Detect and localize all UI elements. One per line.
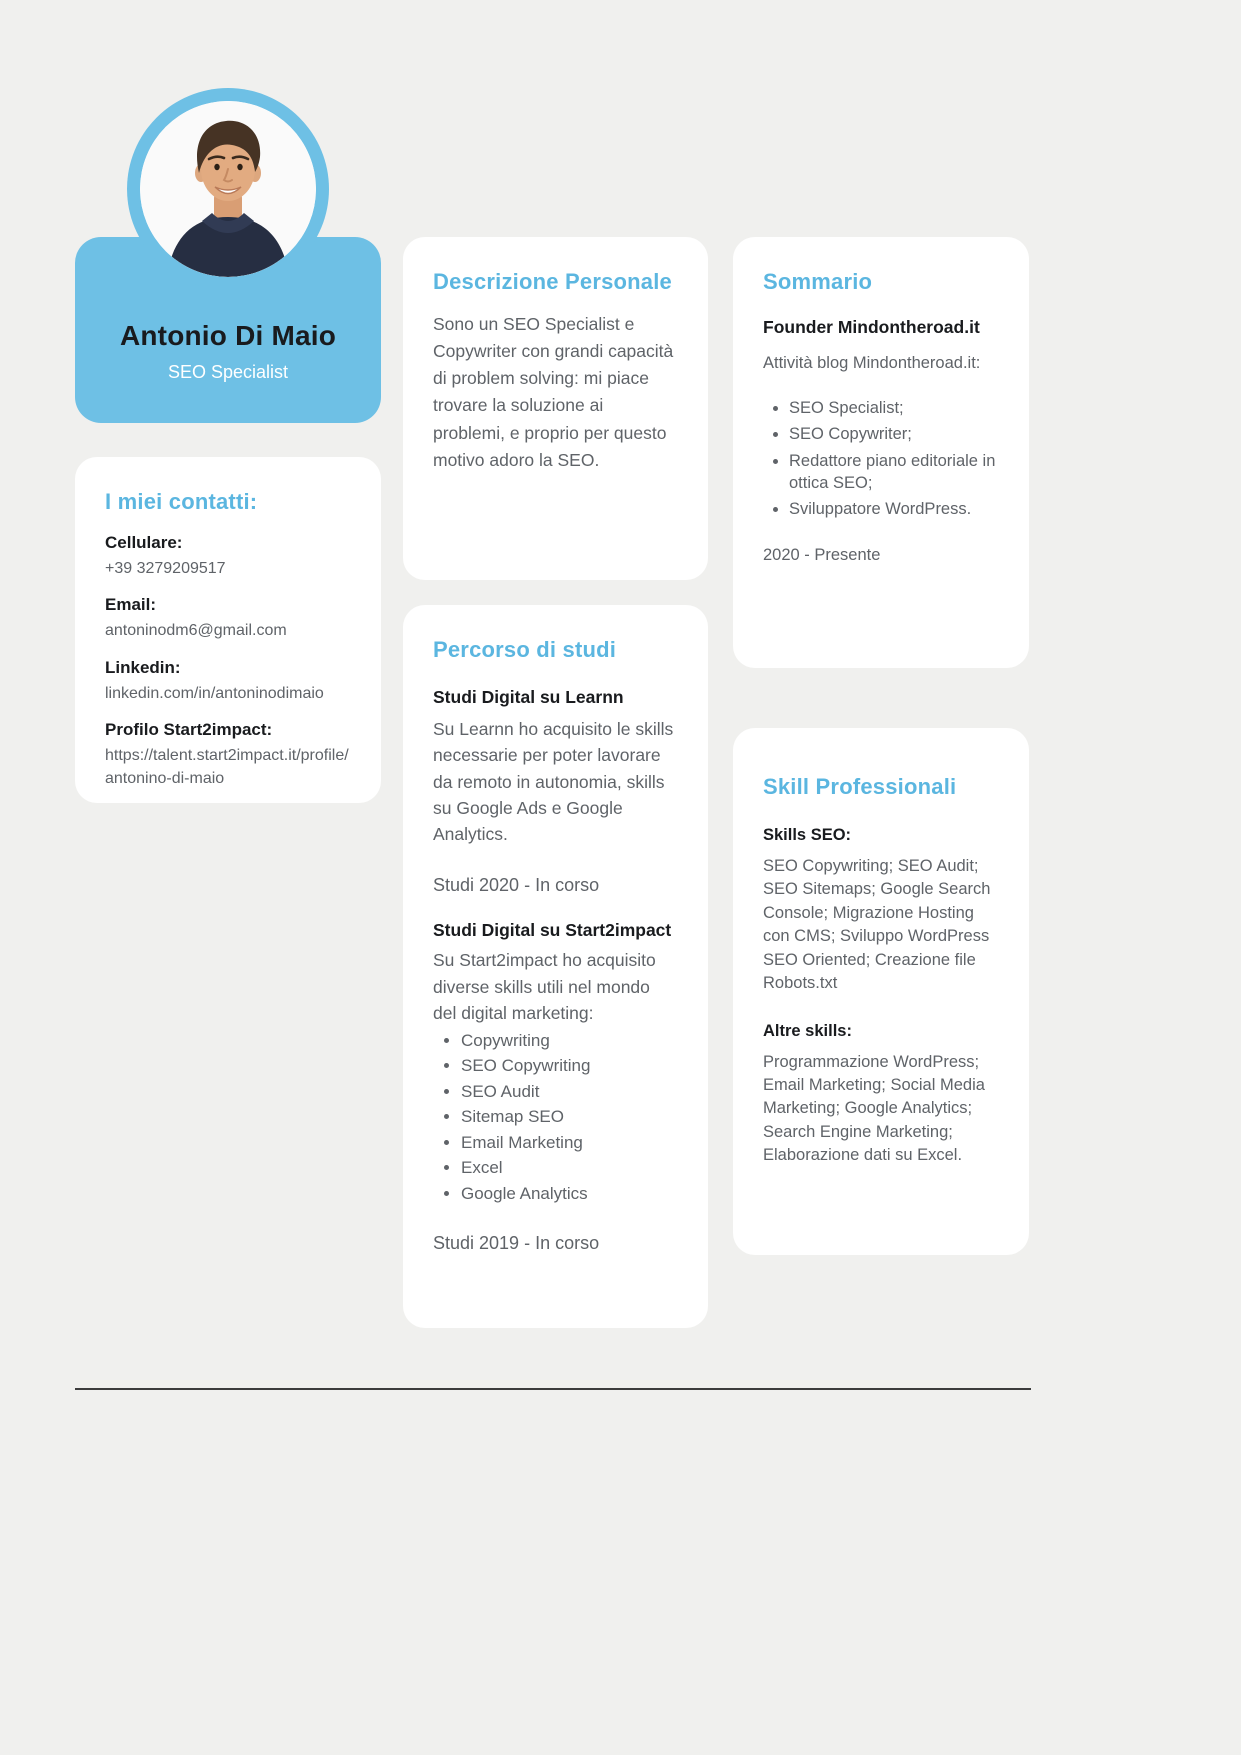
summary-activities-list (763, 397, 999, 520)
education-skills-list (433, 1030, 678, 1205)
personal-description-card (403, 237, 708, 580)
education-title: Percorso di studi (433, 637, 617, 662)
profile-photo-ring (127, 88, 329, 290)
footer-divider (75, 1388, 1031, 1390)
contact-label: Linkedin: (105, 657, 181, 677)
contact-value: https://talent.start2impact.it/profile/antonino-di-maio (105, 747, 349, 787)
skills-section-heading: Altre skills: (763, 1021, 852, 1040)
contacts-title: I miei contatti: (105, 489, 258, 514)
education-skill-item: • SEO Copywriting (461, 1055, 678, 1077)
summary-title: Sommario (763, 269, 873, 294)
education-entry-period: Studi 2019 - In corso (433, 1233, 600, 1254)
skills-section-body: SEO Copywriting; SEO Audit; SEO Sitemaps; Google Search Console; Migrazione Hosting con CMS; Sviluppo WordPress SEO Oriented; Creazione file Robots.txt (763, 857, 991, 993)
contact-item (105, 533, 351, 580)
contacts-card (75, 457, 381, 803)
education-skill-item: • Sitemap SEO (461, 1106, 678, 1128)
education-skill-item: • Email Marketing (461, 1132, 678, 1154)
profile-photo (140, 101, 316, 277)
education-entry-heading: Studi Digital su Learnn (433, 687, 624, 707)
skills-section-body: Programmazione WordPress; Email Marketing; Social Media Marketing; Google Analytics; Search Engine Marketing; Elaborazione dati su Excel. (763, 1052, 985, 1165)
contact-value: linkedin.com/in/antoninodimaio (105, 684, 324, 702)
education-entry-body: Su Start2impact ho acquisito diverse skills utili nel mondo del digital marketing: (433, 950, 656, 1023)
contact-value: +39 3279209517 (105, 560, 226, 577)
summary-subtitle: Attività blog Mindontheroad.it: (763, 354, 981, 372)
professional-skills-card (733, 728, 1029, 1255)
skills-title: Skill Professionali (763, 774, 957, 799)
summary-card (733, 237, 1029, 668)
contact-label: Cellulare: (105, 533, 183, 552)
summary-activity-item: • Redattore piano editoriale in ottica SEO; (789, 450, 999, 495)
contact-label: Email: (105, 595, 157, 615)
description-title: Descrizione Personale (433, 269, 672, 294)
skills-section-heading: Skills SEO: (763, 826, 852, 844)
education-skill-item: • Excel (461, 1157, 678, 1179)
summary-activity-item: • SEO Specialist; (789, 397, 999, 419)
summary-activity-item: • SEO Copywriter; (789, 423, 999, 445)
education-skill-item: • Google Analytics (461, 1183, 678, 1205)
summary-period: 2020 - Presente (763, 546, 881, 565)
education-entry-body: Su Learnn ho acquisito le skills necessarie per poter lavorare da remoto in autonomia, skills su Google Ads e Google Analytics. (433, 719, 674, 844)
person-name: Antonio Di Maio (119, 320, 337, 351)
contact-item (105, 658, 351, 705)
contact-item (105, 720, 351, 790)
summary-role: Founder Mindontheroad.it (763, 317, 980, 337)
contact-label: Profilo Start2impact: (105, 720, 273, 740)
contact-item (105, 595, 351, 642)
description-body: Sono un SEO Specialist e Copywriter con grandi capacità di problem solving: mi piace trovare la soluzione ai problemi, e proprio per questo motivo adoro la SEO. (433, 314, 674, 470)
education-entry-heading: Studi Digital su Start2impact (433, 920, 672, 941)
contacts-list (105, 533, 351, 790)
education-card (403, 605, 708, 1328)
person-portrait-illustration (140, 101, 316, 277)
education-entry-period: Studi 2020 - In corso (433, 875, 600, 896)
contact-value: antoninodm6@gmail.com (105, 622, 287, 640)
education-skill-item: • SEO Audit (461, 1081, 678, 1103)
education-skill-item: • Copywriting (461, 1030, 678, 1052)
summary-activity-item: • Sviluppatore WordPress. (789, 498, 999, 520)
person-job-title: SEO Specialist (167, 362, 289, 382)
